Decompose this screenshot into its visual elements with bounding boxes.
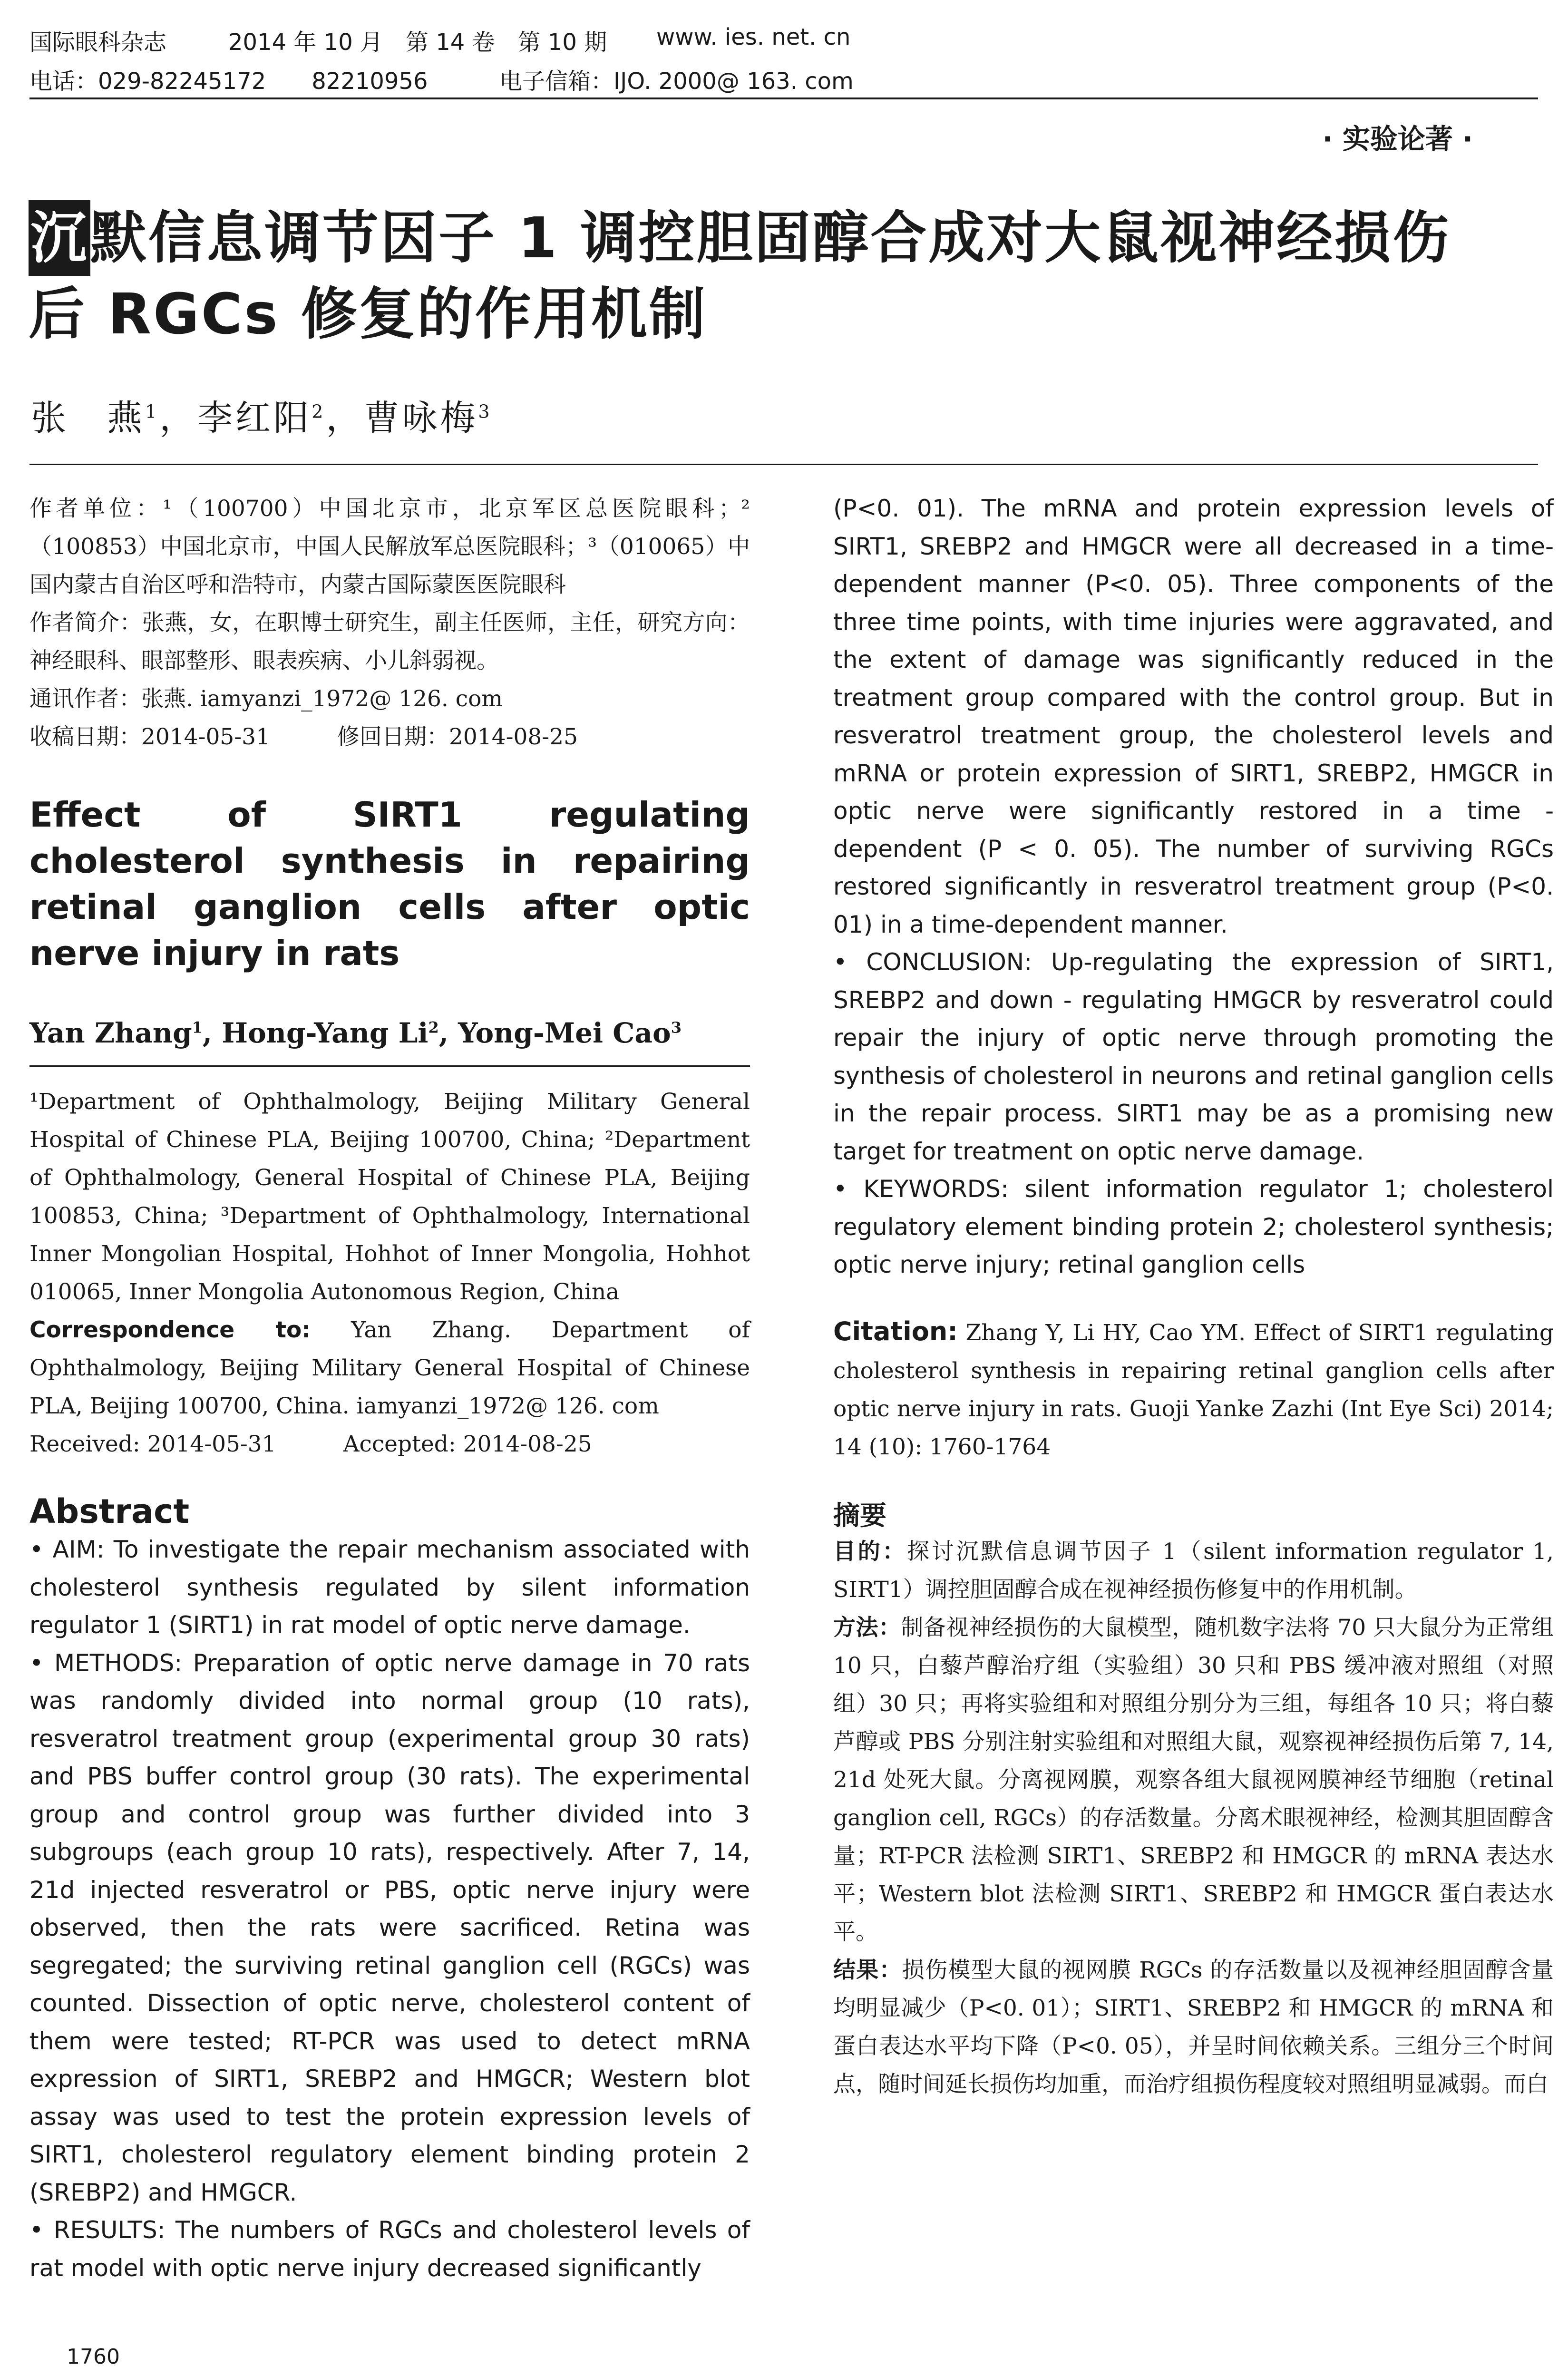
right-column: [833, 490, 1554, 2104]
correspondence-text: Yan Zhang. Department of Ophthalmology, Beijing Military General Hospital of Chinese PLA, Beijing 100700, China. iamyanzi_1972@ 126. com: [29, 1317, 750, 1419]
cn-methods-label: 方法：: [833, 1614, 901, 1641]
journal-phone: 电话：029-82245172 82210956: [29, 68, 428, 95]
abstract-aim: [29, 1531, 750, 1645]
keywords-text: silent information regulator 1; cholesterol regulatory element binding protein 2; cholesterol synthesis; optic nerve injury; retinal ganglion cells: [833, 1175, 1554, 1278]
author-3-sup: 3: [478, 401, 493, 422]
cn-methods-text: 制备视神经损伤的大鼠模型，随机数字法将 70 只大鼠分为正常组 10 只，白藜芦醇治疗组（实验组）30 只和 PBS 缓冲液对照组（对照组）30 只；再将实验组和对照组分别分为三组，每组各 10 只；将白藜芦醇或 PBS 分别注射实验组和对照组大鼠，观察视神经损伤后第 7, 14, 21d 处死大鼠。分离视网膜，观察各组大鼠视网膜神经节细胞（retinal ganglion cell, RGCs）的存活数量。分离术眼视神经，检测其胆固醇含量；RT-PCR 法检测 SIRT1、SREBP2 和 HMGCR 的 mRNA 表达水平；Western blot 法检测 SIRT1、SREBP2 和 HMGCR 蛋白表达水平。: [833, 1614, 1554, 1945]
article-title-cn: [29, 200, 1541, 352]
abstract-methods: [29, 1645, 750, 2212]
cn-abstract-aim: [833, 1533, 1554, 1609]
methods-label: • METHODS:: [29, 1649, 183, 1677]
received-accepted: Received: 2014-05-31 Accepted: 2014-08-25: [29, 1431, 592, 1457]
abstract-keywords: [833, 1170, 1554, 1284]
title-line-2: 后 RGCs 修复的作用机制: [29, 281, 707, 347]
article-title-en: Effect of SIRT1 regulating cholesterol synthesis in repairing retinal ganglion cells after optic nerve injury in rats: [29, 795, 750, 973]
abstract-results: [29, 2211, 750, 2287]
author-en-2-sup: 2: [428, 1018, 439, 1037]
journal-name: 国际眼科杂志: [29, 29, 167, 56]
cn-abstract-results: [833, 1951, 1554, 2104]
cn-aim-label: 目的：: [833, 1538, 907, 1565]
results-label: • RESULTS:: [29, 2216, 166, 2244]
journal-email: 电子信箱：IJO. 2000@ 163. com: [499, 68, 854, 95]
journal-website: www. ies. net. cn: [656, 24, 851, 50]
page-number: 1760: [67, 2345, 120, 2369]
author-bio-cn: 作者简介：张燕，女，在职博士研究生，副主任医师，主任，研究方向：神经眼科、眼部整形、眼表疾病、小儿斜弱视。: [29, 610, 750, 674]
author-1: 张 燕: [31, 398, 145, 438]
methods-text: Preparation of optic nerve damage in 70 rats was randomly divided into normal group (10 rats), resveratrol treatment group (experimental group 30 rats) and PBS buffer control group (30 rats). The experimental group and control group was further divided into 3 subgroups (each group 10 rats), respectively. After 7, 14, 21d injected resveratrol or PBS, optic nerve injury were observed, then the rats were sacrificed. Retina was segregated; the surviving retinal ganglion cell (RGCs) was counted. Dissection of optic nerve, cholesterol content of them were tested; RT-PCR was used to detect mRNA expression of SIRT1, SREBP2 and HMGCR; Western blot assay was used to test the protein expression levels of SIRT1, cholesterol regulatory element binding protein 2 (SREBP2) and HMGCR.: [29, 1649, 750, 2206]
authors-cn: [31, 390, 493, 440]
cn-aim-text: 探讨沉默信息调节因子 1（silent information regulator 1, SIRT1）调控胆固醇合成在视神经损伤修复中的作用机制。: [833, 1538, 1554, 1603]
left-column: [29, 490, 750, 2287]
citation-text: Zhang Y, Li HY, Cao YM. Effect of SIRT1 regulating cholesterol synthesis in repairing retinal ganglion cells after optic nerve injury in rats. Guoji Yanke Zazhi (Int Eye Sci) 2014; 14 (10): 1760-1764: [833, 1319, 1554, 1460]
keywords-label: • KEYWORDS:: [833, 1175, 1009, 1203]
authors-en: [29, 1017, 750, 1049]
cn-abstract-heading: 摘要: [833, 1500, 886, 1531]
author-en-3: , Yong-Mei Cao: [438, 1017, 671, 1049]
issue-info: 2014 年 10 月 第 14 卷 第 10 期: [228, 29, 607, 56]
conclusion-text: Up-regulating the expression of SIRT1, SREBP2 and down - regulating HMGCR by resveratrol could repair the injury of optic nerve through promoting the synthesis of cholesterol in neurons and retinal ganglion cells in the repair process. SIRT1 may be as a promising new target for treatment on optic nerve damage.: [833, 948, 1554, 1165]
abstract-results-cont: (P<0. 01). The mRNA and protein expression levels of SIRT1, SREBP2 and HMGCR were all decreased in a time-dependent manner (P<0. 05). Three components of the three time points, with time injuries were aggravated, and the extent of damage was significantly reduced in the treatment group compared with the control group. But in resveratrol treatment group, the cholesterol levels and mRNA or protein expression of SIRT1, SREBP2, HMGCR in optic nerve were significantly restored in a time - dependent (P < 0. 05). The number of surviving RGCs restored significantly in resveratrol treatment group (P<0. 01) in a time-dependent manner.: [833, 495, 1554, 938]
citation-label: Citation:: [833, 1316, 958, 1346]
corresponding-author-cn: 通讯作者：张燕. iamyanzi_1972@ 126. com: [29, 686, 503, 712]
author-en-2: , Hong-Yang Li: [202, 1017, 429, 1049]
abstract-heading: Abstract: [29, 1492, 190, 1531]
cn-results-label: 结果：: [833, 1957, 902, 1983]
section-tag: · 实验论著 ·: [1322, 123, 1473, 155]
author-1-sup: 1: [145, 401, 160, 422]
correspondence-en: [29, 1311, 750, 1425]
cn-abstract-methods: [833, 1609, 1554, 1951]
aim-label: • AIM:: [29, 1536, 105, 1563]
affiliation-rule: [29, 1065, 750, 1067]
aim-text: To investigate the repair mechanism associated with cholesterol synthesis regulated by silent information regulator 1 (SIRT1) in rat model of optic nerve damage.: [29, 1536, 750, 1639]
author-2: ，李红阳: [159, 398, 312, 438]
title-line-1: 默信息调节因子 1 调控胆固醇合成对大鼠视神经损伤: [90, 205, 1451, 271]
header-rule: [29, 97, 1538, 99]
correspondence-label: Correspondence to:: [29, 1317, 311, 1343]
dates-cn: 收稿日期：2014-05-31 修回日期：2014-08-25: [29, 724, 578, 750]
abstract-conclusion: [833, 944, 1554, 1170]
affiliation-cn: 作者单位：¹（100700）中国北京市，北京军区总医院眼科；²（100853）中国北京市，中国人民解放军总医院眼科；³（010065）中国内蒙古自治区呼和浩特市，内蒙古国际蒙医医院眼科: [29, 496, 750, 598]
author-en-3-sup: 3: [671, 1018, 682, 1037]
author-en-1: Yan Zhang: [29, 1017, 192, 1049]
results-text: The numbers of RGCs and cholesterol levels of rat model with optic nerve injury decreased significantly: [29, 2216, 750, 2282]
author-3: ，曹咏梅: [326, 398, 478, 438]
conclusion-label: • CONCLUSION:: [833, 948, 1032, 976]
author-en-1-sup: 1: [192, 1018, 203, 1037]
title-mark-char: 沉: [29, 200, 90, 276]
citation: [833, 1313, 1554, 1466]
author-2-sup: 2: [312, 401, 326, 422]
cn-results-text: 损伤模型大鼠的视网膜 RGCs 的存活数量以及视神经胆固醇含量均明显减少（P<0. 01）；SIRT1、SREBP2 和 HMGCR 的 mRNA 和蛋白表达水平均下降（P<0. 05），并呈时间依赖关系。三组分三个时间点，随时间延长损伤均加重，而治疗组损伤程度较对照组明显减弱。而白: [833, 1957, 1554, 2097]
affiliation-en: ¹Department of Ophthalmology, Beijing Military General Hospital of Chinese PLA, Beijing 100700, China; ²Department of Ophthalmology, General Hospital of Chinese PLA, Beijing 100853, China; ³Department of Ophthalmology, International Inner Mongolian Hospital, Hohhot of Inner Mongolia, Hohhot 010065, Inner Mongolia Autonomous Region, China: [29, 1089, 750, 1305]
title-rule: [29, 464, 1538, 465]
